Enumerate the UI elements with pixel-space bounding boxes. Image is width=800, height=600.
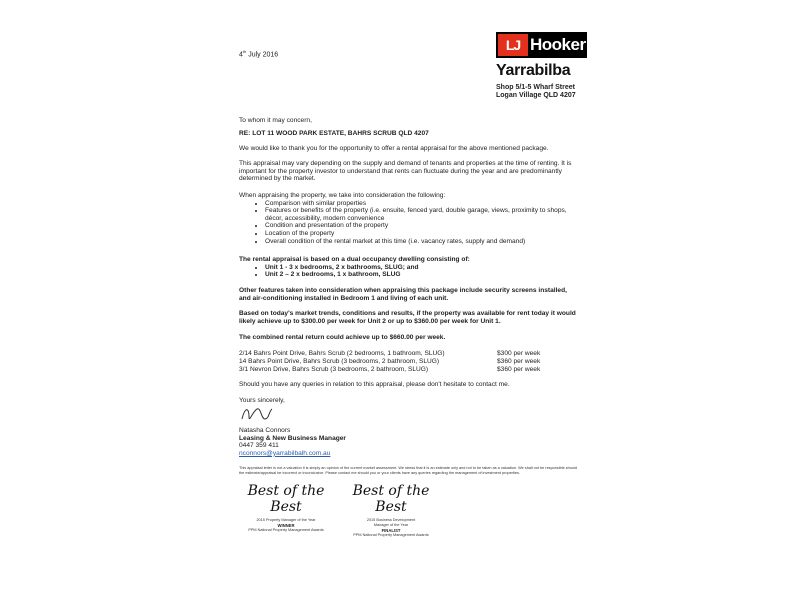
office-name: Yarrabilba — [496, 62, 571, 79]
comparable-price: $360 per week — [497, 366, 541, 373]
logo-lj: LJ — [498, 34, 528, 56]
date-suffix: th — [242, 49, 247, 54]
comparable-address: 14 Bahrs Point Drive, Bahrs Scrub (3 bedrooms, 2 bathroom, SLUG) — [239, 358, 440, 365]
list-item: • Unit 1 - 3 x bedrooms, 2 x bathrooms, SLUG; and — [265, 264, 579, 272]
comparable-price: $360 per week — [497, 358, 541, 365]
signer-block — [239, 427, 579, 457]
signer-phone: 0447 359 411 — [239, 442, 279, 450]
award-finalist-badge — [340, 483, 442, 537]
lj-hooker-logo — [496, 32, 587, 58]
units-list — [239, 264, 579, 279]
paragraph-thanks: We would like to thank you for the opportunity to offer a rental appraisal for the above mentioned package. — [239, 145, 549, 152]
award-result: FINALIST — [381, 527, 401, 533]
disclaimer-text: This appraisal letter is not a valuation it is simply an opinion of the current market assessment. We stress that it is an estimate only and not to be taken as a valuation. We shall not be responsible should the estimate/appraisal be incorrect or inconclusive. Please contact me should you or your clients have any queries regarding the management of investment properties. — [239, 466, 577, 475]
signer-name: Natasha Connors — [239, 427, 291, 434]
comparable-price: $300 per week — [497, 350, 541, 357]
award-line: 2015 Business Development — [366, 518, 416, 522]
award-result: WINNER — [277, 522, 295, 528]
award-script-title: Best of the Best — [247, 483, 325, 515]
signer-email-link[interactable]: nconnors@yarrabilbalh.com.au — [239, 449, 331, 457]
dual-occupancy-block — [239, 256, 579, 279]
list-item: • Overall condition of the rental market at this time (i.e. vacancy rates, supply and demand) — [265, 238, 579, 246]
address-line-2: Logan Village QLD 4207 — [496, 92, 576, 99]
paragraph-market: Based on today's market trends, conditions and results, if the property was available for rent today it would likely achieve up to $300.00 per week for Unit 2 or up to $360.00 per week for Unit 1. — [239, 310, 576, 325]
award-script-title: Best of the Best — [352, 483, 430, 515]
paragraph-other-features: Other features taken into consideration when appraising this package include security screens installed, and air-conditioning installed in Bedroom 1 and living of each unit. — [239, 287, 567, 302]
office-address — [496, 84, 576, 100]
address-line-1: Shop 5/1-5 Wharf Street — [496, 84, 575, 91]
list-item: • Comparison with similar properties — [265, 200, 579, 208]
list-item: • Features or benefits of the property (i.e. ensuite, fenced yard, double garage, views, proximity to shops, décor, accessibility, modern convenience — [265, 207, 579, 222]
dual-occupancy-intro: The rental appraisal is based on a dual occupancy dwelling consisting of: — [239, 256, 470, 263]
considerations-list — [239, 200, 579, 246]
comparable-row — [239, 366, 559, 373]
award-line: Manager of the Year — [373, 522, 409, 527]
salutation: To whom it may concern, — [239, 117, 312, 124]
award-winner-badge — [236, 483, 336, 533]
comparable-address: 3/1 Nevron Drive, Bahrs Scrub (3 bedrooms, 2 bathroom, SLUG) — [239, 366, 429, 373]
date-day: 4 — [239, 51, 243, 59]
subject-line: RE: LOT 11 WOOD PARK ESTATE, BAHRS SCRUB QLD 4207 — [239, 130, 429, 137]
paragraph-combined: The combined rental return could achieve up to $660.00 per week. — [239, 334, 446, 341]
signer-title: Leasing & New Business Manager — [239, 434, 346, 442]
sign-off: Yours sincerely, — [239, 397, 285, 404]
list-item: • Unit 2 – 2 x bedrooms, 1 x bathroom, SLUG — [265, 271, 579, 279]
logo-word: Hooker — [530, 35, 586, 54]
comparable-row — [239, 350, 559, 357]
comparable-address: 2/14 Bahrs Point Drive, Bahrs Scrub (2 bedrooms, 1 bathroom, SLUG) — [239, 350, 445, 357]
list-item: • Condition and presentation of the property — [265, 222, 579, 230]
award-org: PPM National Property Management Awards — [248, 527, 324, 532]
consideration-block — [239, 192, 579, 245]
paragraph-queries: Should you have any queries in relation to this appraisal, please don't hesitate to contact me. — [239, 381, 510, 388]
award-line: 2015 Property Manager of the Year — [256, 518, 316, 522]
comparable-row — [239, 358, 559, 365]
letter-date — [239, 49, 278, 58]
signature-mark — [239, 403, 279, 425]
date-rest: July 2016 — [246, 51, 279, 59]
list-item: • Location of the property — [265, 230, 579, 238]
award-org: PPM National Property Management Awards — [353, 532, 429, 537]
paragraph-considerations: When appraising the property, we take into consideration the following: — [239, 192, 446, 199]
paragraph-variation: This appraisal may vary depending on the supply and demand of tenants and properties at the time of renting. It is important for the property investor to understand that rents can fluctuate during the year and are predominantly determined by the market. — [239, 160, 572, 183]
